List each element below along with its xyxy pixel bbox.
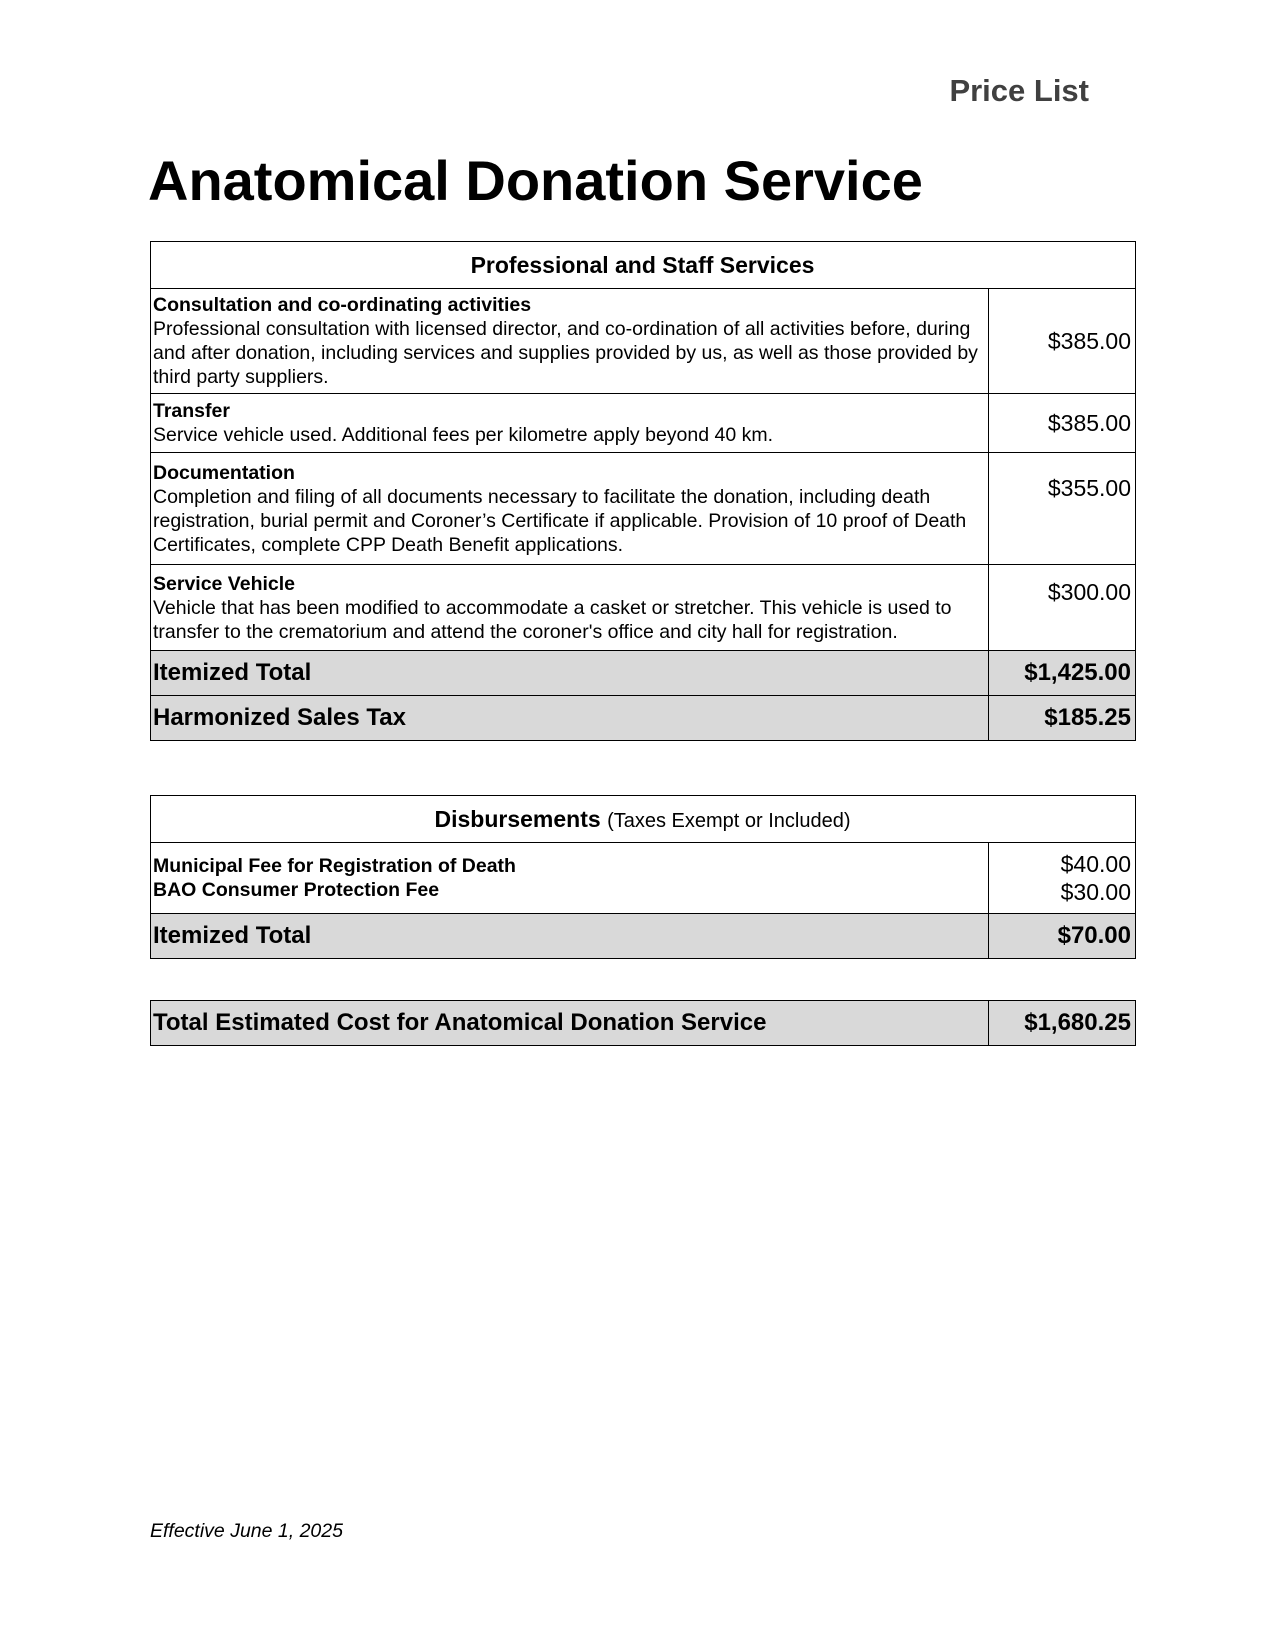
table-row (151, 394, 1136, 453)
tax-label: Harmonized Sales Tax (151, 696, 989, 741)
service-item-documentation (151, 453, 989, 565)
grand-total-row (151, 1001, 1136, 1046)
price-list-label: Price List (949, 73, 1089, 108)
item-price: $300.00 (989, 565, 1136, 651)
item-price: $385.00 (989, 289, 1136, 394)
grand-total-label: Total Estimated Cost for Anatomical Donation Service (151, 1001, 989, 1046)
disbursements-heading-note: (Taxes Exempt or Included) (607, 809, 851, 832)
disbursements-total-value: $70.00 (989, 914, 1136, 959)
disbursements-total-row (151, 914, 1136, 959)
disbursement-labels (151, 843, 989, 914)
item-title: Service Vehicle (153, 572, 296, 595)
table-row (151, 565, 1136, 651)
disbursement-label-bao: BAO Consumer Protection Fee (153, 879, 440, 901)
item-title: Documentation (153, 461, 295, 484)
disbursement-label-municipal: Municipal Fee for Registration of Death (153, 855, 516, 877)
disbursement-amounts (989, 843, 1136, 914)
effective-date: Effective June 1, 2025 (150, 1520, 343, 1542)
disbursements-heading-text: Disbursements (434, 805, 601, 832)
page-title: Anatomical Donation Service (148, 149, 923, 212)
service-item-transfer (151, 394, 989, 453)
table-row (151, 453, 1136, 565)
disbursement-price-bao: $30.00 (1060, 879, 1131, 905)
table-row (151, 289, 1136, 394)
item-description: Vehicle that has been modified to accommodate a casket or stretcher. This vehicle is used to transfer to the crematorium and attend the coroner's office and city hall for registration. (153, 596, 952, 643)
service-item-consultation (151, 289, 989, 394)
table-row (151, 843, 1136, 914)
tax-value: $185.25 (989, 696, 1136, 741)
item-price: $385.00 (989, 394, 1136, 453)
disbursements-table (150, 795, 1136, 959)
item-description: Professional consultation with licensed director, and co-ordination of all activities before, during and after donation, including services and supplies provided by us, as well as those provided by third party suppliers. (153, 318, 978, 388)
grand-total-table (150, 1000, 1136, 1046)
item-title: Consultation and co-ordinating activities (153, 294, 532, 316)
service-item-vehicle (151, 565, 989, 651)
item-title: Transfer (153, 400, 230, 422)
disbursement-price-municipal: $40.00 (1060, 851, 1131, 877)
services-heading: Professional and Staff Services (151, 242, 1136, 289)
tax-row (151, 696, 1136, 741)
itemized-total-row (151, 651, 1136, 696)
itemized-total-label: Itemized Total (151, 651, 989, 696)
grand-total-value: $1,680.25 (989, 1001, 1136, 1046)
services-table (150, 241, 1136, 741)
disbursements-total-label: Itemized Total (151, 914, 989, 959)
item-description: Completion and filing of all documents necessary to facilitate the donation, including death registration, burial permit and Coroner’s Certificate if applicable. Provision of 10 proof of Death Certificates, complete CPP Death Benefit applications. (153, 485, 967, 556)
item-price: $355.00 (989, 453, 1136, 565)
disbursements-heading (151, 796, 1136, 843)
itemized-total-value: $1,425.00 (989, 651, 1136, 696)
item-description: Service vehicle used. Additional fees per kilometre apply beyond 40 km. (153, 424, 774, 446)
